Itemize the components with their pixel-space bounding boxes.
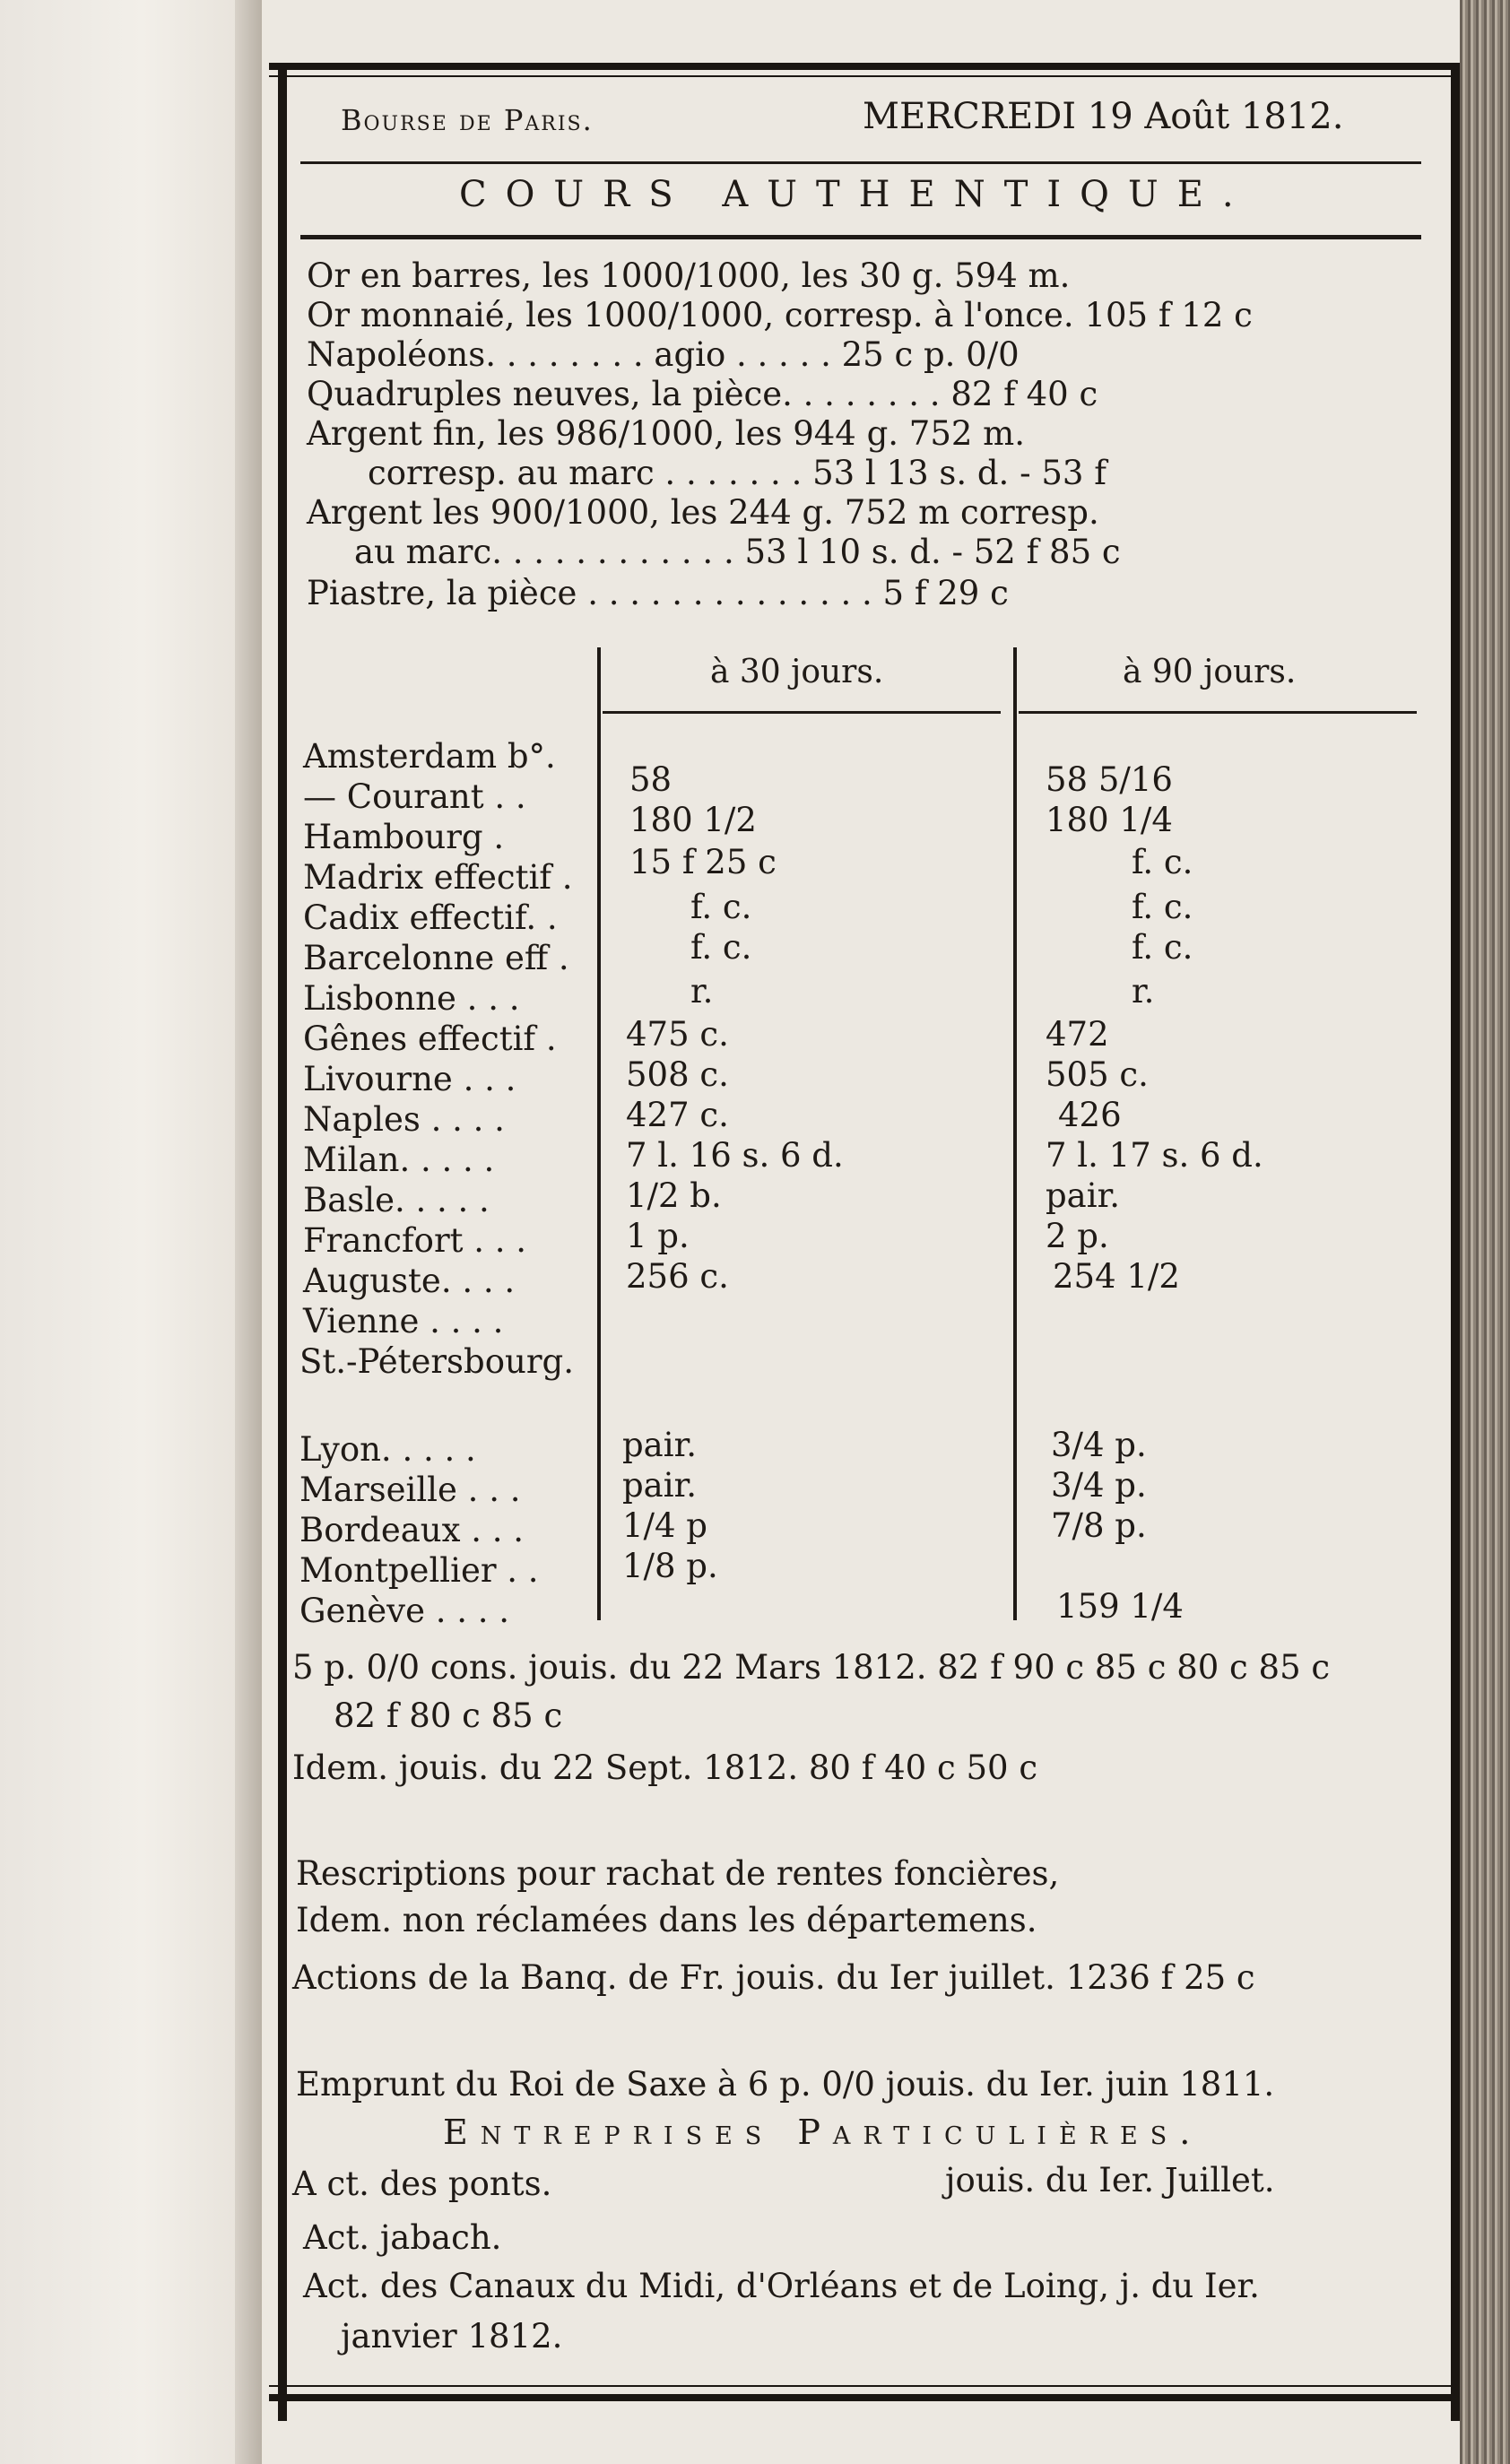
metal-line: Argent les 900/1000, les 244 g. 752 m corresp. xyxy=(307,493,1099,532)
domestic-rate-30: 1/8 p. xyxy=(622,1547,718,1585)
metal-line: Piastre, la pièce . . . . . . . . . . . . . . 5 f 29 c xyxy=(307,574,1009,612)
table-rule xyxy=(1013,647,1017,1620)
place-name: Basle. . . . . xyxy=(303,1181,490,1219)
table-rule xyxy=(597,647,601,1620)
rate-30: 256 c. xyxy=(626,1257,729,1296)
domestic-rate-90: 159 1/4 xyxy=(1056,1587,1184,1626)
rate-30: f. c. xyxy=(690,888,752,926)
place-name: Milan. . . . . xyxy=(303,1141,495,1179)
column-header-30: à 30 jours. xyxy=(710,654,884,690)
entreprise-line: jouis. du Ier. Juillet. xyxy=(945,2161,1275,2199)
rate-90: f. c. xyxy=(1132,888,1193,926)
place-name: Auguste. . . . xyxy=(303,1262,516,1300)
rate-90: 505 c. xyxy=(1046,1055,1149,1094)
emprunt-line: Emprunt du Roi de Saxe à 6 p. 0/0 jouis. du Ier. juin 1811. xyxy=(296,2065,1275,2104)
place-name: Barcelonne eff . xyxy=(303,939,569,977)
rate-90: f. c. xyxy=(1132,843,1193,881)
place-name: Francfort . . . xyxy=(303,1221,527,1260)
column-header-90: à 90 jours. xyxy=(1123,654,1297,690)
rate-30: 1/2 b. xyxy=(626,1176,722,1215)
page-edges xyxy=(1460,0,1510,2464)
rate-90: f. c. xyxy=(1132,928,1193,967)
domestic-rate-30: pair. xyxy=(622,1466,697,1505)
place-name: Livourne . . . xyxy=(303,1060,516,1098)
metal-line: Quadruples neuves, la pièce. . . . . . . . 82 f 40 c xyxy=(307,375,1098,413)
header-left: Bourse de Paris. xyxy=(341,103,594,137)
rate-30: 180 1/2 xyxy=(629,801,757,839)
rate-90: r. xyxy=(1132,972,1155,1011)
frame-bottom-rule xyxy=(269,2394,1451,2401)
entreprise-line: A ct. des ponts. xyxy=(292,2165,552,2203)
header-rule xyxy=(300,161,1421,164)
rate-90: 2 p. xyxy=(1046,1217,1109,1255)
place-name: Madrix effectif . xyxy=(303,858,573,897)
rate-30: f. c. xyxy=(690,928,752,967)
domestic-place: Montpellier . . xyxy=(299,1551,539,1590)
domestic-place: Marseille . . . xyxy=(299,1471,521,1509)
other-line: Idem. non réclamées dans les départemens. xyxy=(296,1901,1037,1939)
rate-30: 427 c. xyxy=(626,1096,729,1134)
rate-30: 15 f 25 c xyxy=(629,843,777,881)
metal-line: Argent fin, les 986/1000, les 944 g. 752 m. xyxy=(307,414,1026,453)
rate-30: 1 p. xyxy=(626,1217,690,1255)
domestic-rate-30: 1/4 p xyxy=(622,1506,707,1545)
rate-90: 180 1/4 xyxy=(1046,801,1173,839)
metal-line: Or en barres, les 1000/1000, les 30 g. 594 m. xyxy=(307,256,1071,295)
other-line: Actions de la Banq. de Fr. jouis. du Ier juillet. 1236 f 25 c xyxy=(292,1958,1255,1997)
rate-90: 254 1/2 xyxy=(1053,1257,1180,1296)
rate-30: 58 xyxy=(629,760,673,799)
metal-line: Or monnaié, les 1000/1000, corresp. à l'once. 105 f 12 c xyxy=(307,296,1253,334)
gutter-shadow xyxy=(235,0,262,2464)
header-date: MERCREDI 19 Août 1812. xyxy=(863,96,1344,137)
rate-90: 472 xyxy=(1046,1015,1109,1054)
domestic-rate-90: 3/4 p. xyxy=(1051,1426,1147,1464)
metal-line: corresp. au marc . . . . . . . 53 l 13 s. d. - 53 f xyxy=(368,454,1106,492)
page-title: COURS AUTHENTIQUE. xyxy=(459,174,1253,215)
rate-30: 475 c. xyxy=(626,1015,729,1054)
place-name: Lisbonne . . . xyxy=(303,979,520,1018)
domestic-place: Lyon. . . . . xyxy=(299,1430,476,1469)
domestic-place: Genève . . . . xyxy=(299,1592,510,1630)
title-rule xyxy=(300,235,1421,239)
rate-30: 508 c. xyxy=(626,1055,729,1094)
frame-top-rule xyxy=(269,63,1451,70)
place-name: Hambourg . xyxy=(303,818,505,856)
rate-30: 7 l. 16 s. 6 d. xyxy=(626,1136,844,1175)
domestic-rate-30: pair. xyxy=(622,1426,697,1464)
domestic-place: Bordeaux . . . xyxy=(299,1511,525,1549)
place-name: Vienne . . . . xyxy=(303,1302,504,1340)
metal-line: Napoléons. . . . . . . . agio . . . . . 25 c p. 0/0 xyxy=(307,335,1020,374)
table-rule xyxy=(1019,711,1417,714)
entreprise-line: Act. des Canaux du Midi, d'Orléans et de Loing, j. du Ier. xyxy=(303,2267,1260,2305)
rate-90: 7 l. 17 s. 6 d. xyxy=(1046,1136,1263,1175)
entreprise-line: Act. jabach. xyxy=(303,2218,502,2257)
place-name: Naples . . . . xyxy=(303,1100,505,1139)
rente-line: 82 f 80 c 85 c xyxy=(334,1696,563,1735)
rate-90: pair. xyxy=(1046,1176,1120,1215)
domestic-rate-90: 7/8 p. xyxy=(1051,1506,1147,1545)
rate-90: 426 xyxy=(1058,1096,1122,1134)
frame-top-rule-thin xyxy=(269,75,1451,77)
rate-30: r. xyxy=(690,972,714,1011)
rate-90: 58 5/16 xyxy=(1046,760,1173,799)
rente-line: Idem. jouis. du 22 Sept. 1812. 80 f 40 c 50 c xyxy=(292,1748,1038,1787)
table-rule xyxy=(603,711,1001,714)
entreprises-heading: Entreprises Particulières. xyxy=(443,2113,1203,2152)
domestic-rate-90: 3/4 p. xyxy=(1051,1466,1147,1505)
frame-bottom-rule-thin xyxy=(269,2385,1451,2387)
place-name: — Courant . . xyxy=(303,777,526,816)
other-line: Rescriptions pour rachat de rentes foncières, xyxy=(296,1854,1060,1893)
metal-line: au marc. . . . . . . . . . . . 53 l 10 s. d. - 52 f 85 c xyxy=(354,533,1121,571)
rente-line: 5 p. 0/0 cons. jouis. du 22 Mars 1812. 82 f 90 c 85 c 80 c 85 c xyxy=(292,1648,1331,1687)
place-name: Cadix effectif. . xyxy=(303,898,558,937)
place-name: Amsterdam b°. xyxy=(303,737,556,776)
place-name: Gênes effectif . xyxy=(303,1019,557,1058)
entreprise-line: janvier 1812. xyxy=(341,2317,563,2356)
book-gutter xyxy=(0,0,260,2464)
place-name: St.-Pétersbourg. xyxy=(299,1342,574,1381)
